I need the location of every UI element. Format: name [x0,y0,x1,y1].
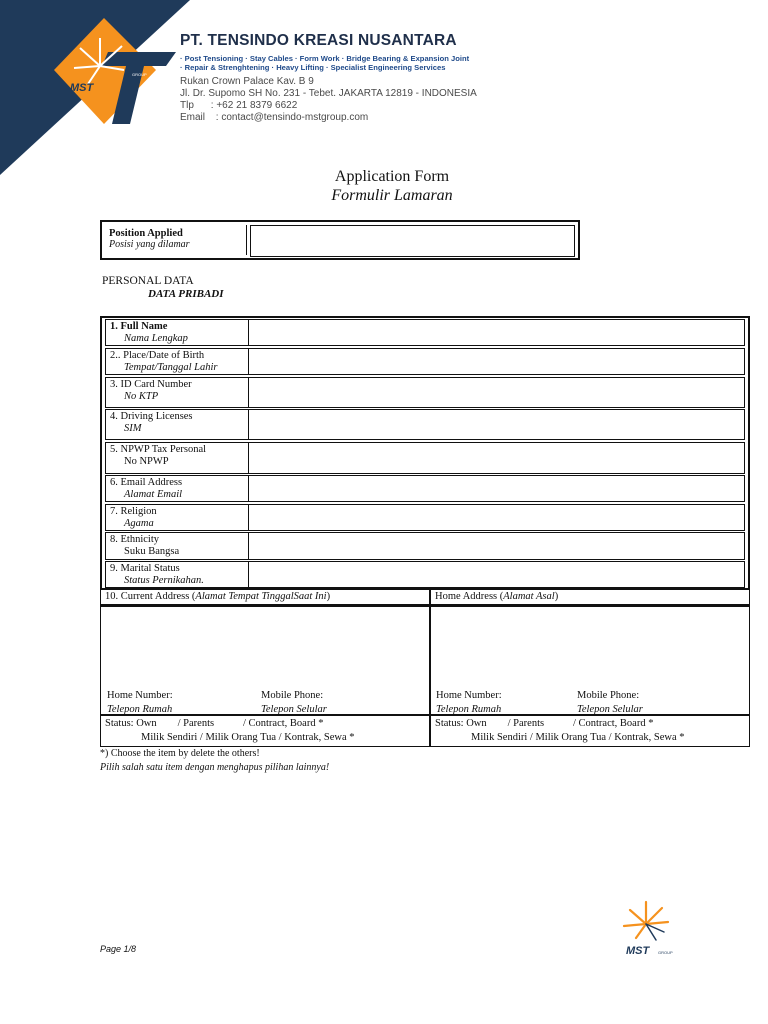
logo-text: MST [70,82,94,94]
ethnicity-field[interactable] [249,533,744,559]
driving-field[interactable] [249,410,744,439]
home-number-label-id: Telepon Rumah [107,704,173,715]
small-logo-text: MST [626,945,650,957]
current-status-cell[interactable] [100,715,430,747]
email-label: Email [180,112,206,123]
row-religion [105,504,745,531]
mst-small-logo [616,898,686,960]
label-cell [106,378,249,407]
home-number-label: Home Number: [436,690,502,701]
position-applied-box [100,220,580,260]
home-number-label-id: Telepon Rumah [436,704,502,715]
current-address-suffix: ) [326,591,331,602]
birth-field[interactable] [249,349,744,374]
full-name-field[interactable] [249,320,744,345]
row-label: 2.. Place/Date of Birth [110,350,205,361]
phone-label: Tlp [180,100,194,111]
home-address-prefix: Home Address ( [435,591,504,602]
email-line [180,112,368,124]
home-address-suffix: ) [554,591,559,602]
home-status-cell[interactable] [430,715,750,747]
form-subtitle: Formulir Lamaran [331,187,453,204]
page-number: Page 1/8 [100,944,137,954]
mobile-label-id: Telepon Selular [261,704,327,715]
phone-line [180,100,297,112]
section-subtitle: DATA PRIBADI [148,288,224,300]
services-line-2: · Repair & Strenghtening · Heavy Lifting · Specialist Engineering Services [180,63,446,72]
position-applied-label: Position Applied [109,228,183,239]
mst-logo [48,12,178,130]
row-driving [105,409,745,440]
note-english: *) Choose the item by delete the others! [100,748,260,759]
home-address-header [430,589,750,605]
section-title: PERSONAL DATA [102,275,194,287]
personal-data-table [100,316,750,590]
row-email [105,475,745,502]
form-title: Application Form [334,168,450,185]
label-cell [106,320,249,345]
row-label: 7. Religion [110,506,157,517]
row-label-id: No KTP [124,391,159,402]
row-birth [105,348,745,375]
current-address-label [105,591,330,602]
email-value: : contact@tensindo-mstgroup.com [215,112,369,123]
row-label: 6. Email Address [110,477,183,488]
position-applied-field[interactable] [250,225,575,257]
mobile-label-id: Telepon Selular [577,704,643,715]
address-line-2: Jl. Dr. Supomo SH No. 231 - Tebet. JAKARTA 12819 - INDONESIA [180,88,477,99]
current-address-field[interactable] [100,605,430,715]
label-cell [106,410,249,439]
home-address-label [435,591,558,602]
mobile-label: Mobile Phone: [261,690,324,701]
row-label: 9. Marital Status [110,563,180,574]
row-ethnicity [105,532,745,560]
position-applied-label-id: Posisi yang dilamar [109,239,190,250]
row-label-id: No NPWP [124,456,169,467]
label-cell [106,349,249,374]
row-label-id: Status Pernikahan. [124,575,204,586]
email-field[interactable] [249,476,744,501]
home-address-id: Alamat Asal [503,591,555,602]
current-address-header [100,589,430,605]
status-line-1: Status: Own / Parents / Contract, Board * [105,718,324,729]
mobile-label: Mobile Phone: [577,690,640,701]
religion-field[interactable] [249,505,744,530]
row-label-id: Suku Bangsa [124,546,180,557]
row-label-id: SIM [124,423,142,434]
current-address-id: Alamat Tempat TinggalSaat Ini [195,591,327,602]
status-line-2: Milik Sendiri / Milik Orang Tua / Kontrak, Sewa * [141,732,355,743]
row-marital [105,561,745,588]
row-label: 8. Ethnicity [110,534,159,545]
row-label-id: Alamat Email [124,489,183,500]
note-indonesian: Pilih salah satu item dengan menghapus pilihan lainnya! [100,762,330,773]
row-full-name [105,319,745,346]
logo-group-text: GROUP [132,72,147,77]
row-label-id: Agama [124,518,154,529]
home-address-field[interactable] [430,605,750,715]
row-label-id: Nama Lengkap [124,333,188,344]
row-npwp [105,442,745,474]
status-line-1: Status: Own / Parents / Contract, Board * [435,718,654,729]
row-label: 4. Driving Licenses [110,411,193,422]
id-card-field[interactable] [249,378,744,407]
row-id-card [105,377,745,408]
row-label: 3. ID Card Number [110,379,192,390]
home-number-label: Home Number: [107,690,173,701]
label-cell [106,562,249,587]
row-label-id: Tempat/Tanggal Lahir [124,362,218,373]
position-applied-label-cell [105,225,247,255]
current-address-prefix: 10. Current Address ( [105,591,196,602]
services-line-1: · Post Tensioning · Stay Cables · Form Work · Bridge Bearing & Expansion Joint [180,54,470,63]
status-line-2: Milik Sendiri / Milik Orang Tua / Kontrak, Sewa * [471,732,685,743]
row-label: 5. NPWP Tax Personal [110,444,207,455]
label-cell [106,476,249,501]
phone-value: : +62 21 8379 6622 [210,100,298,111]
label-cell [106,443,249,473]
address-line-1: Rukan Crown Palace Kav. B 9 [180,76,314,87]
label-cell [106,505,249,530]
company-name: PT. TENSINDO KREASI NUSANTARA [180,32,457,49]
marital-field[interactable] [249,562,744,587]
small-logo-group-text: GROUP [658,950,673,955]
label-cell [106,533,249,559]
npwp-field[interactable] [249,443,744,473]
row-label: 1. Full Name [110,321,168,332]
